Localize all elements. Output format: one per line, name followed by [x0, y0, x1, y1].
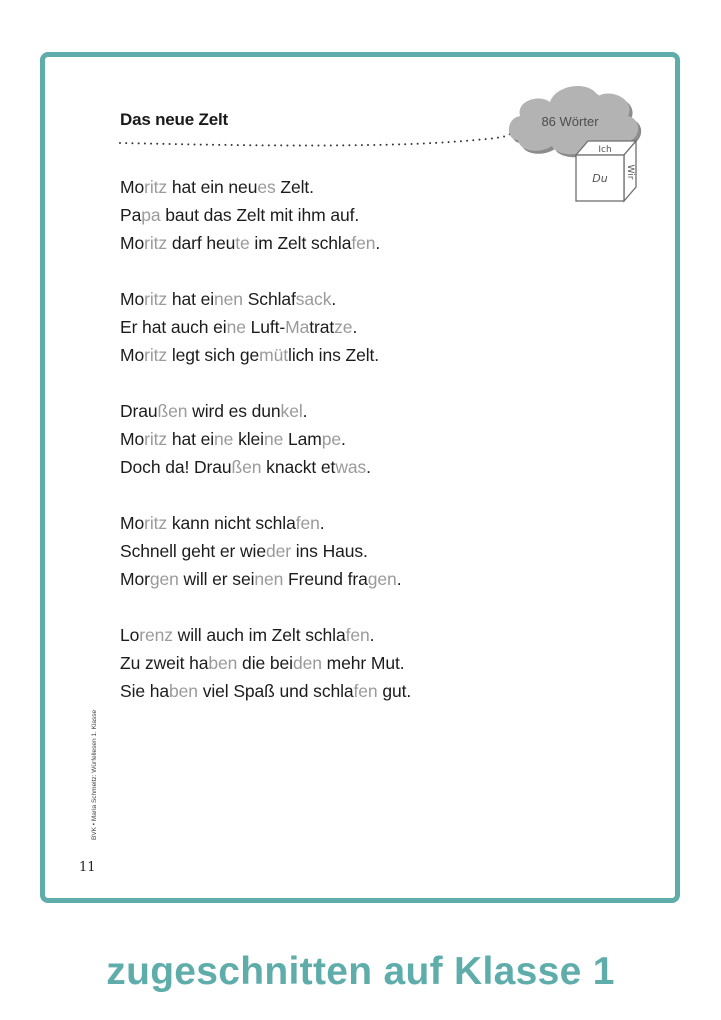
syllable-highlight: kel	[280, 401, 303, 421]
poem-line	[120, 341, 411, 369]
poem-line	[120, 229, 411, 257]
syllable-highlight: fen	[295, 513, 320, 533]
text-segment: hat ein neu	[167, 177, 258, 197]
syllable-highlight: ritz	[144, 177, 168, 197]
syllable-highlight: ßen	[157, 401, 188, 421]
stanza	[120, 173, 411, 257]
text-segment: Mor	[120, 569, 150, 589]
text-segment: Mo	[120, 513, 145, 533]
text-segment: Lo	[120, 625, 140, 645]
poem-line	[120, 453, 411, 481]
syllable-highlight: renz	[139, 625, 173, 645]
text-segment: hat ei	[167, 289, 215, 309]
poem-line	[120, 425, 411, 453]
syllable-highlight: ritz	[144, 345, 168, 365]
text-segment: will er sei	[178, 569, 255, 589]
dice-cube-icon	[576, 141, 636, 201]
syllable-highlight: gen	[367, 569, 397, 589]
text-segment: .	[396, 569, 402, 589]
text-segment: Schnell geht er wie	[120, 541, 266, 561]
poem-line	[120, 509, 411, 537]
text-segment: Mo	[120, 289, 145, 309]
text-segment: .	[352, 317, 358, 337]
syllable-highlight: es	[257, 177, 276, 197]
syllable-highlight: sack	[295, 289, 332, 309]
text-segment: Mo	[120, 233, 145, 253]
syllable-highlight: müt	[259, 345, 289, 365]
syllable-highlight: gen	[149, 569, 179, 589]
text-segment: Drau	[120, 401, 158, 421]
poem-line	[120, 313, 411, 341]
text-segment: viel Spaß und schla	[197, 681, 354, 701]
syllable-highlight: pe	[321, 429, 341, 449]
text-segment: legt sich ge	[167, 345, 260, 365]
syllable-highlight: was	[335, 457, 367, 477]
text-segment: baut das Zelt mit ihm auf.	[160, 205, 360, 225]
text-segment: gut.	[377, 681, 412, 701]
word-count-label: 86 Wörter	[541, 114, 599, 129]
text-segment: knackt et	[261, 457, 336, 477]
text-segment: im Zelt schla	[249, 233, 352, 253]
text-segment: Doch da! Drau	[120, 457, 232, 477]
text-segment: klei	[233, 429, 264, 449]
text-segment: ins Haus.	[290, 541, 368, 561]
syllable-highlight: ritz	[144, 513, 168, 533]
text-segment: Schlaf	[242, 289, 296, 309]
svg-text:Du: Du	[592, 172, 608, 185]
poem-line	[120, 397, 411, 425]
syllable-highlight: ne	[214, 429, 234, 449]
text-segment: Luft-	[245, 317, 286, 337]
text-segment: .	[319, 513, 325, 533]
footer-tagline: zugeschnitten auf Klasse 1	[106, 950, 615, 993]
syllable-highlight: ritz	[144, 233, 168, 253]
text-segment: will auch im Zelt schla	[172, 625, 346, 645]
page-number: 11	[79, 860, 96, 875]
text-segment: kann nicht schla	[167, 513, 296, 533]
text-segment: Er hat auch ei	[120, 317, 227, 337]
poem-line	[120, 649, 411, 677]
syllable-highlight: ritz	[144, 429, 168, 449]
stanza	[120, 285, 411, 369]
syllable-highlight: den	[292, 653, 322, 673]
poem-line	[120, 621, 411, 649]
cloud-cube-illustration	[500, 72, 650, 212]
text-segment: .	[331, 289, 337, 309]
syllable-highlight: Ma	[285, 317, 310, 337]
text-segment: darf heu	[167, 233, 236, 253]
text-segment: Zelt.	[275, 177, 314, 197]
syllable-highlight: fen	[351, 233, 376, 253]
poem-line	[120, 565, 411, 593]
syllable-highlight: der	[265, 541, 291, 561]
text-segment: Lam	[283, 429, 322, 449]
syllable-highlight: ßen	[231, 457, 262, 477]
syllable-highlight: nen	[254, 569, 284, 589]
svg-text:Wir: Wir	[625, 164, 635, 180]
text-segment: trat	[309, 317, 335, 337]
poem-line	[120, 677, 411, 705]
text-segment: Zu zweit ha	[120, 653, 209, 673]
text-segment: Mo	[120, 177, 145, 197]
poem-line	[120, 537, 411, 565]
syllable-highlight: te	[235, 233, 250, 253]
text-segment: .	[366, 457, 371, 477]
stanza	[120, 509, 411, 593]
stanza	[120, 397, 411, 481]
stanza	[120, 621, 411, 705]
syllable-highlight: ne	[263, 429, 284, 449]
syllable-highlight: fen	[345, 625, 370, 645]
text-segment: wird es dun	[187, 401, 281, 421]
text-segment: Mo	[120, 429, 145, 449]
syllable-highlight: ritz	[144, 289, 168, 309]
syllable-highlight: nen	[214, 289, 243, 309]
text-segment: .	[375, 233, 381, 253]
syllable-highlight: ze	[334, 317, 353, 337]
syllable-highlight: fen	[353, 681, 378, 701]
poem-line	[120, 285, 411, 313]
text-segment: hat ei	[167, 429, 215, 449]
text-segment: mehr Mut.	[321, 653, 405, 673]
text-segment: Pa	[120, 205, 142, 225]
poem-text	[120, 173, 411, 733]
syllable-highlight: pa	[141, 205, 161, 225]
text-segment: .	[302, 401, 308, 421]
publisher-credit: BVK • Maria Schmeitz: Würfellesen 1. Klasse	[91, 709, 98, 840]
text-segment: .	[369, 625, 375, 645]
svg-text:Ich: Ich	[598, 145, 612, 155]
text-segment: .	[340, 429, 346, 449]
text-segment: lich ins Zelt.	[288, 345, 380, 365]
syllable-highlight: ben	[208, 653, 238, 673]
text-segment: die bei	[237, 653, 293, 673]
poem-line	[120, 201, 411, 229]
story-title: Das neue Zelt	[120, 110, 228, 129]
poem-line	[120, 173, 411, 201]
syllable-highlight: ben	[169, 681, 198, 701]
text-segment: Freund fra	[283, 569, 368, 589]
text-segment: Mo	[120, 345, 145, 365]
syllable-highlight: ne	[226, 317, 246, 337]
text-segment: Sie ha	[120, 681, 170, 701]
